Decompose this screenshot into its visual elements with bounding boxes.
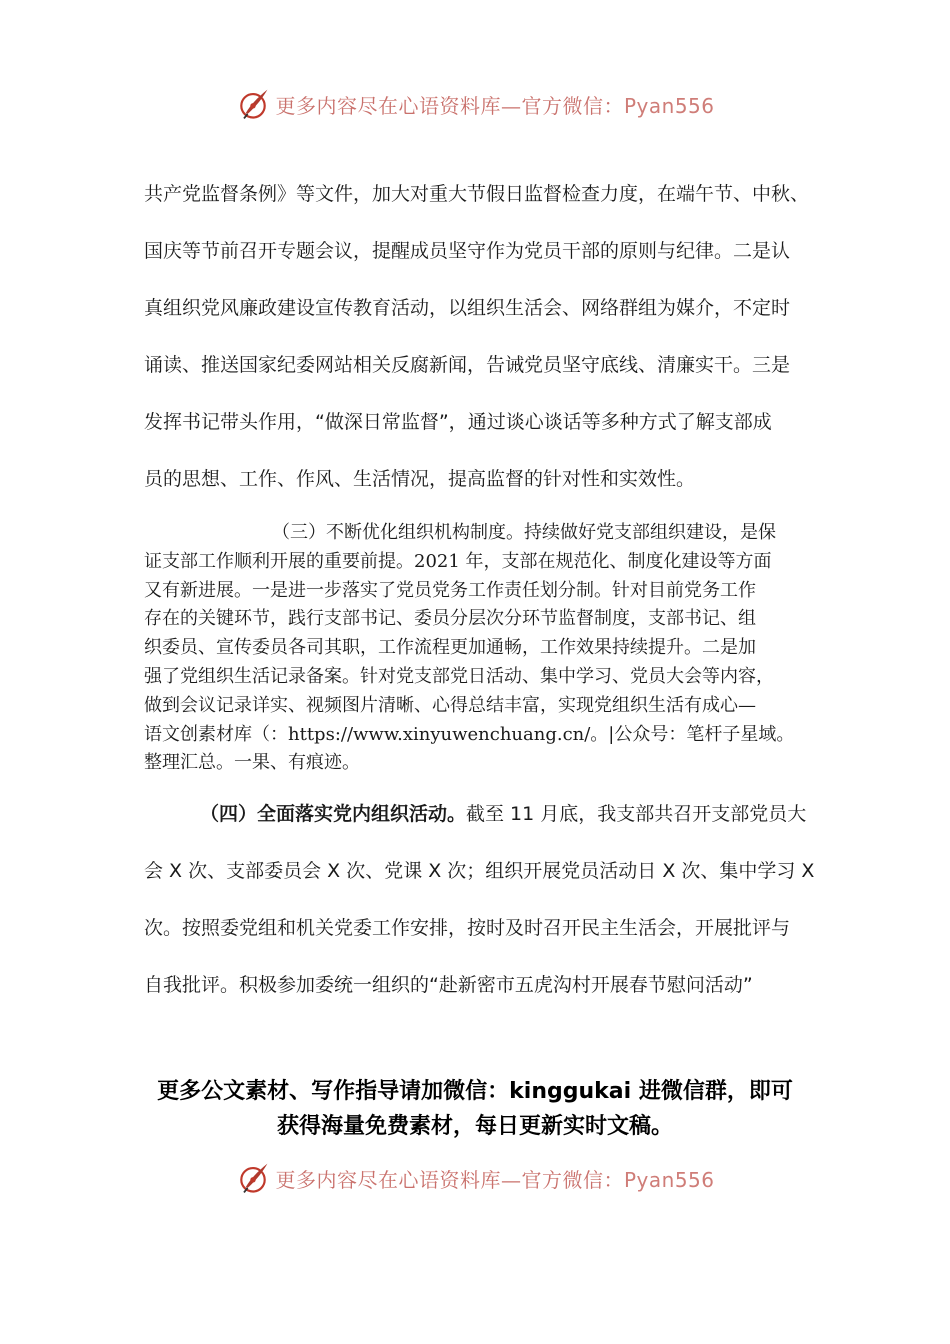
text-line: 共产党监督条例》等文件，加大对重大节假日监督检查力度，在端午节、中秋、 bbox=[144, 183, 810, 205]
text-line: 又有新进展。一是进一步落实了党员党务工作责任划分制。针对目前党务工作 bbox=[144, 579, 756, 601]
text-line: 员的思想、工作、作风、生活情况，提高监督的针对性和实效性。 bbox=[144, 468, 696, 490]
text-line: 国庆等节前召开专题会议，提醒成员坚守作为党员干部的原则与纪律。二是认 bbox=[144, 240, 791, 262]
text-line: 织委员、宣传委员各司其职，工作流程更加通畅，工作效果持续提升。二是加 bbox=[144, 637, 756, 659]
text-line: 存在的关键环节，践行支部书记、委员分层次分环节监督制度，支部书记、组 bbox=[144, 608, 756, 630]
text-line: （三）不断优化组织机构制度。持续做好党支部组织建设，是保 bbox=[272, 522, 776, 543]
wechat-id: Pyan556 bbox=[623, 1167, 715, 1192]
text-line: 整理汇总。一果、有痕迹。 bbox=[144, 752, 360, 774]
quill-pen-logo-icon bbox=[235, 86, 271, 122]
footer-banner bbox=[0, 1158, 950, 1198]
paragraph-organization-system bbox=[144, 519, 816, 778]
wechat-id: Pyan556 bbox=[623, 93, 715, 118]
text-line: 强了党组织生活记录备案。针对党支部党日活动、集中学习、党员大会等内容， bbox=[144, 665, 774, 687]
text-run: 截至 11 月底，我支部共召开支部党员大 bbox=[466, 803, 807, 825]
text-line: 会 X 次、支部委员会 X 次、党课 X 次；组织开展党员活动日 X 次、集中学习 X bbox=[144, 860, 815, 882]
header-banner-text: 更多内容尽在心语资料库—官方微信：Pyan556 bbox=[275, 93, 715, 118]
text-line: 做到会议记录详实、视频图片清晰、心得总结丰富，实现党组织生活有成心— bbox=[144, 694, 756, 716]
quill-pen-logo-icon bbox=[235, 1160, 271, 1196]
text-line: 次。按照委党组和机关党委工作安排，按时及时召开民主生活会，开展批评与 bbox=[144, 917, 791, 939]
paragraph-party-activities bbox=[144, 786, 816, 1014]
promo-line: 更多公文素材、写作指导请加微信：kinggukai 进微信群，即可 bbox=[157, 1079, 793, 1104]
text-line bbox=[144, 786, 816, 843]
promo-note bbox=[0, 1074, 950, 1144]
paragraph-supervision bbox=[144, 166, 816, 508]
footer-banner-text: 更多内容尽在心语资料库—官方微信：Pyan556 bbox=[275, 1167, 715, 1192]
text-line: 语文创素材库（：https://www.xinyuwenchuang.cn/。|公众号：笔杆子星域。 bbox=[144, 723, 795, 745]
text-line: 自我批评。积极参加委统一组织的“赴新密市五虎沟村开展春节慰问活动” bbox=[144, 974, 753, 996]
text-line: 诵读、推送国家纪委网站相关反腐新闻，告诫党员坚守底线、清廉实干。三是 bbox=[144, 354, 791, 376]
text-line: 证支部工作顺利开展的重要前提。2021 年，支部在规范化、制度化建设等方面 bbox=[144, 550, 772, 572]
text-line: 真组织党风廉政建设宣传教育活动，以组织生活会、网络群组为媒介，不定时 bbox=[144, 297, 791, 319]
text-line: 发挥书记带头作用，“做深日常监督”，通过谈心谈话等多种方式了解支部成 bbox=[144, 411, 772, 433]
promo-line: 获得海量免费素材，每日更新实时文稿。 bbox=[276, 1114, 673, 1139]
header-banner bbox=[0, 84, 950, 124]
section-heading: （四）全面落实党内组织活动。 bbox=[200, 803, 467, 825]
